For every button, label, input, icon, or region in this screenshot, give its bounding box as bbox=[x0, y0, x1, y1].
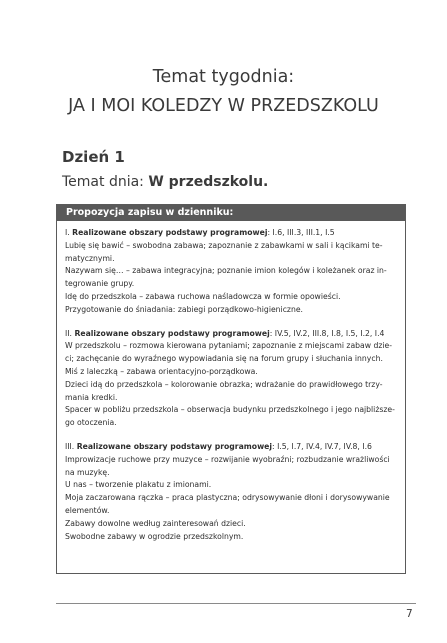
section-1-line: Nazywam się… – zabawa integracyjna; poznanie imion kolegów i koleżanek oraz in- bbox=[65, 266, 387, 276]
section-3-line: Swobodne zabawy w ogrodzie przedszkolnym. bbox=[65, 531, 244, 541]
journal-section-2 bbox=[65, 328, 397, 430]
section-1-line: Idę do przedszkola – zabawa ruchowa naśladowcza w formie opowieści. bbox=[65, 291, 341, 301]
section-3-line: elementów. bbox=[65, 505, 110, 515]
section-2-area-codes: : IV.5, IV.2, III.8, I.8, I.5, I.2, I.4 bbox=[269, 328, 385, 338]
section-1-areas bbox=[65, 227, 397, 240]
journal-entry-body bbox=[57, 221, 405, 543]
section-3-area-label: Realizowane obszary podstawy programowej bbox=[76, 441, 273, 451]
section-2-line: ci; zachęcanie do wyraźnego wypowiadania się na forum grupy i słuchania innych. bbox=[65, 354, 383, 364]
section-3-areas bbox=[65, 441, 397, 454]
section-3-line: Improwizacje ruchowe przy muzyce – rozwijanie wyobraźni; rozbudzanie wrażliwości bbox=[65, 454, 390, 464]
day-topic bbox=[62, 174, 268, 190]
footer-divider bbox=[56, 603, 416, 604]
section-2-prefix: II. bbox=[65, 328, 72, 338]
week-topic-title bbox=[0, 64, 447, 119]
section-1-line: Lubię się bawić – swobodna zabawa; zapoznanie z zabawkami w sali i kącikami te- bbox=[65, 240, 383, 250]
week-topic-name: JA I MOI KOLEDZY W PRZEDSZKOLU bbox=[68, 96, 379, 116]
section-3-line: U nas – tworzenie plakatu z imionami. bbox=[65, 480, 212, 490]
section-2-line: go otoczenia. bbox=[65, 418, 117, 428]
section-3-area-codes: : I.5, I.7, IV.4, IV.7, IV.8, I.6 bbox=[272, 441, 372, 451]
page-number: 7 bbox=[406, 608, 413, 620]
section-3-line: Zabawy dowolne według zainteresowań dzieci. bbox=[65, 518, 246, 528]
journal-entry-box bbox=[56, 204, 406, 574]
section-2-areas bbox=[65, 328, 397, 341]
section-1-prefix: I. bbox=[65, 228, 70, 237]
day-heading: Dzień 1 bbox=[62, 148, 125, 166]
section-3-line: Moja zaczarowana rączka – praca plastyczna; odrysowywanie dłoni i dorysowywanie bbox=[65, 493, 390, 503]
section-2-line: mania kredki. bbox=[65, 392, 118, 402]
section-1-line: tegrowanie grupy. bbox=[65, 279, 135, 289]
section-2-line: Spacer w pobliżu przedszkola – obserwacja budynku przedszkolnego i jego najbliższe- bbox=[65, 405, 395, 415]
section-2-area-label: Realizowane obszary podstawy programowej bbox=[74, 328, 270, 338]
section-1-area-label: Realizowane obszary podstawy programowej bbox=[72, 228, 268, 237]
section-1-line: matycznymi. bbox=[65, 253, 115, 263]
section-3-line: na muzykę. bbox=[65, 467, 110, 477]
week-topic-label: Temat tygodnia: bbox=[152, 67, 295, 87]
section-1-line: Przygotowanie do śniadania: zabiegi porządkowo-higieniczne. bbox=[65, 304, 303, 314]
day-topic-value: W przedszkolu. bbox=[148, 174, 269, 190]
journal-section-3 bbox=[65, 441, 397, 543]
section-1-area-codes: : I.6, III.3, III.1, I.5 bbox=[267, 228, 335, 237]
section-2-line: Dzieci idą do przedszkola – kolorowanie obrazka; wdrażanie do prawidłowego trzy- bbox=[65, 379, 383, 389]
day-topic-label: Temat dnia: bbox=[62, 174, 144, 190]
section-2-line: Miś z laleczką – zabawa orientacyjno-porządkowa. bbox=[65, 366, 258, 376]
section-2-line: W przedszkolu – rozmowa kierowana pytaniami; zapoznanie z miejscami zabaw dzie- bbox=[65, 341, 393, 351]
journal-section-1 bbox=[65, 227, 397, 317]
journal-entry-header: Propozycja zapisu w dzienniku: bbox=[57, 205, 405, 221]
section-3-prefix: III. bbox=[65, 441, 75, 451]
